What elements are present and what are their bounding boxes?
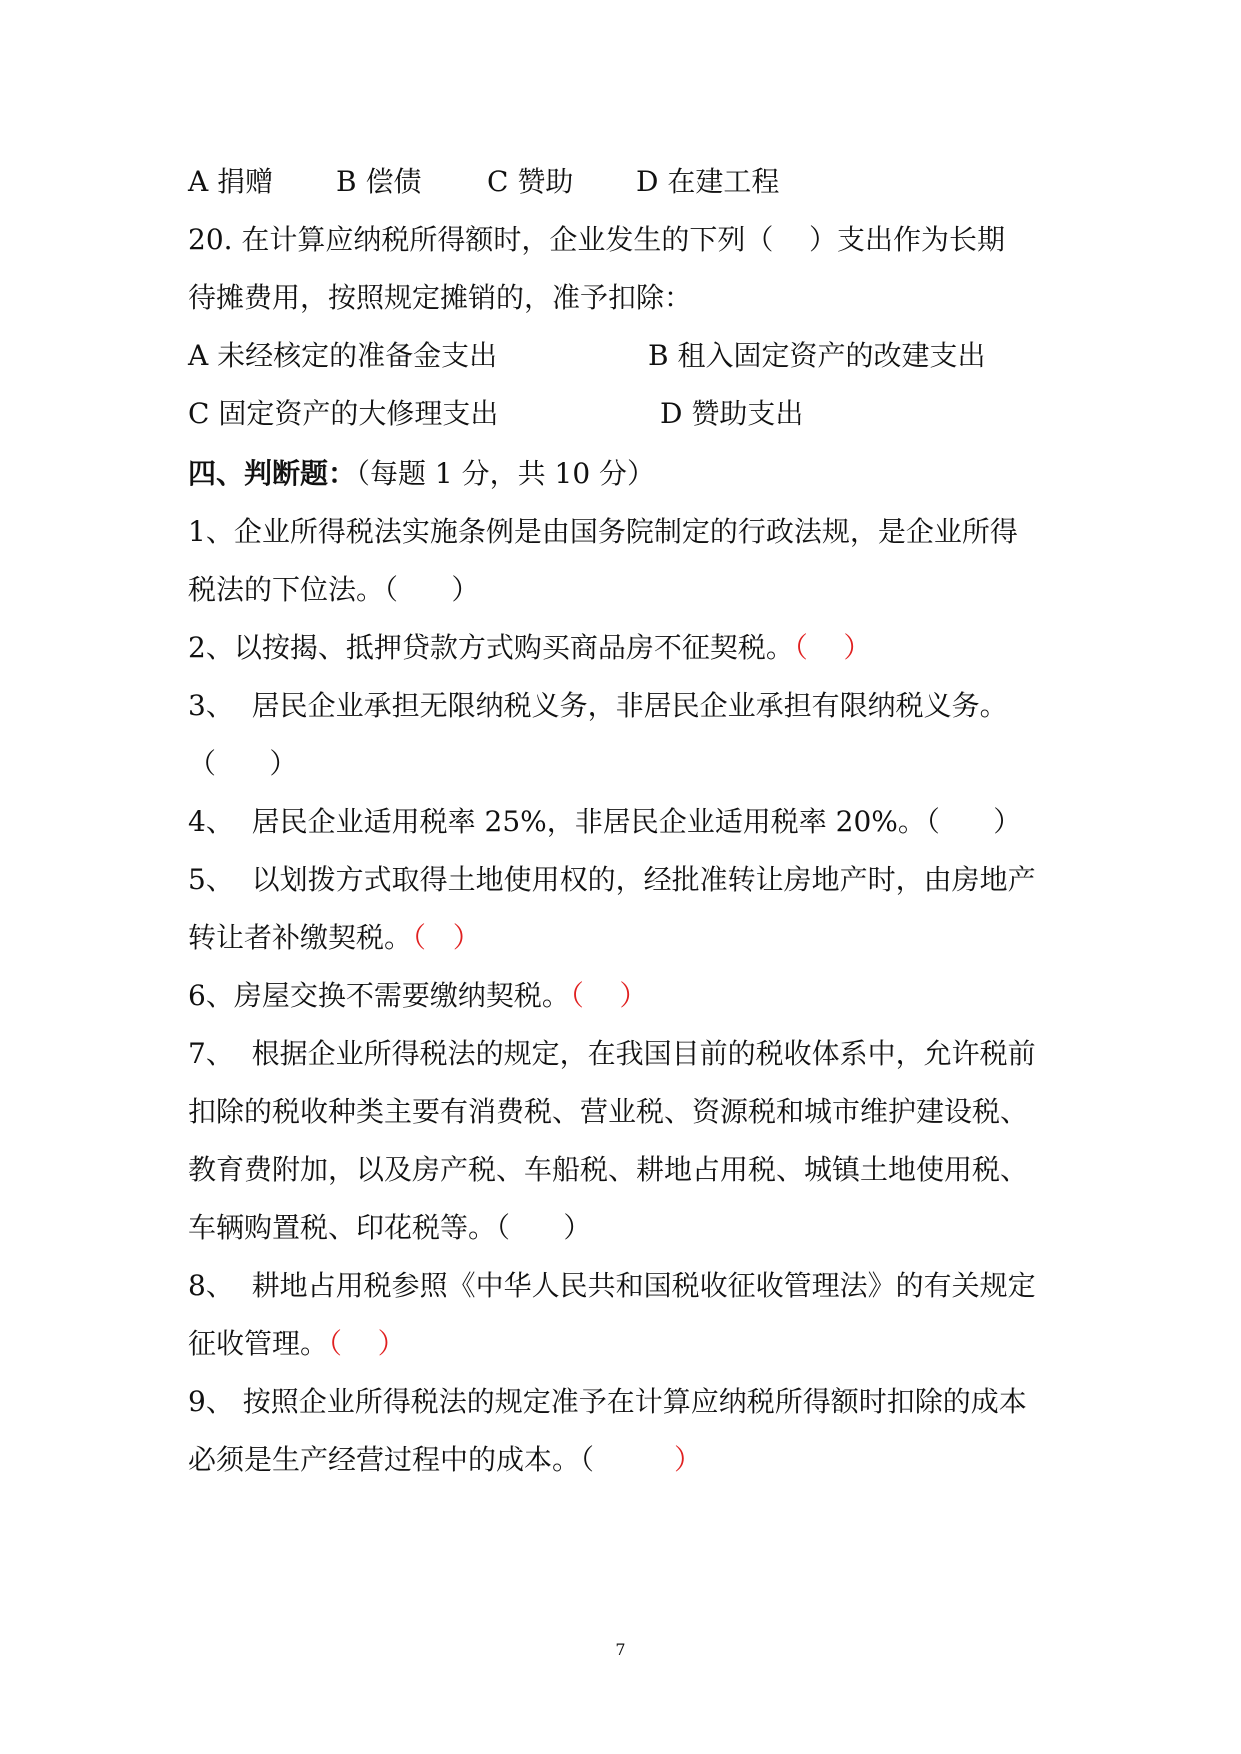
item-1-line1: 1、企业所得税法实施条例是由国务院制定的行政法规，是企业所得 (188, 515, 1018, 548)
item-9-paren-close: ） (674, 1443, 703, 1476)
q19-option-b: B 偿债 (336, 165, 422, 198)
item-9-line1: 9、 按照企业所得税法的规定准予在计算应纳税所得额时扣除的成本 (188, 1385, 1027, 1418)
item-6-text: 6、房屋交换不需要缴纳契税。 (188, 979, 570, 1012)
q20-option-a: A 未经核定的准备金支出 (188, 339, 498, 372)
item-7-line1: 7、 根据企业所得税法的规定，在我国目前的税收体系中，允许税前 (188, 1037, 1036, 1070)
q20-options-row-1 (188, 334, 1078, 378)
item-8-answer-paren: （ ） (328, 1327, 406, 1360)
q19-option-a: A 捐赠 (188, 165, 274, 198)
item-9-line2 (188, 1438, 1078, 1482)
section-4-note: （每题 1 分，共 10 分） (356, 457, 656, 490)
item-2 (188, 626, 1078, 670)
item-3-line1: 3、 居民企业承担无限纳税义务，非居民企业承担有限纳税义务。 (188, 689, 1008, 722)
item-8-line2 (188, 1322, 1078, 1366)
q19-option-c: C 赞助 (487, 165, 574, 198)
page-number: 7 (615, 1640, 626, 1659)
item-5-text: 转让者补缴契税。 (188, 921, 413, 954)
item-4: 4、 居民企业适用税率 25%，非居民企业适用税率 20%。（ ） (188, 805, 1022, 838)
item-8-line1: 8、 耕地占用税参照《中华人民共和国税收征收管理法》的有关规定 (188, 1269, 1036, 1302)
section-4-heading (188, 452, 1078, 496)
item-8-text: 征收管理。 (188, 1327, 329, 1360)
item-2-text: 2、以按揭、抵押贷款方式购买商品房不征契税。 (188, 631, 794, 664)
q20-stem-line2: 待摊费用，按照规定摊销的，准予扣除： (188, 281, 693, 314)
q20-option-d: D 赞助支出 (660, 397, 804, 430)
q20-stem-line1: 20. 在计算应纳税所得额时，企业发生的下列（ ）支出作为长期 (188, 223, 1006, 256)
item-2-answer-paren: （ ） (793, 631, 872, 664)
item-9-paren-open: （ (580, 1443, 595, 1476)
q19-option-d: D 在建工程 (636, 165, 780, 198)
item-7-line2: 扣除的税收种类主要有消费税、营业税、资源税和城市维护建设税、 (188, 1095, 1029, 1128)
q20-options-row-2 (188, 392, 1078, 436)
section-4-title: 四、判断题： (188, 457, 357, 490)
item-1-line2: 税法的下位法。（ ） (188, 573, 480, 606)
q19-options-row (188, 160, 1078, 204)
item-5-answer-paren: （ ） (412, 921, 481, 954)
item-9-text: 必须是生产经营过程中的成本。 (188, 1443, 581, 1476)
item-5-line1: 5、 以划拨方式取得土地使用权的，经批准转让房地产时，由房地产 (188, 863, 1036, 896)
item-6 (188, 974, 1078, 1018)
item-7-line3: 教育费附加，以及房产税、车船税、耕地占用税、城镇土地使用税、 (188, 1153, 1029, 1186)
item-7-line4: 车辆购置税、印花税等。（ ） (188, 1211, 592, 1244)
item-5-line2 (188, 916, 1078, 960)
item-3-line2: （ ） (188, 747, 298, 780)
q20-option-b: B 租入固定资产的改建支出 (648, 339, 986, 372)
q20-option-c: C 固定资产的大修理支出 (188, 397, 499, 430)
item-6-answer-paren: （ ） (569, 979, 648, 1012)
